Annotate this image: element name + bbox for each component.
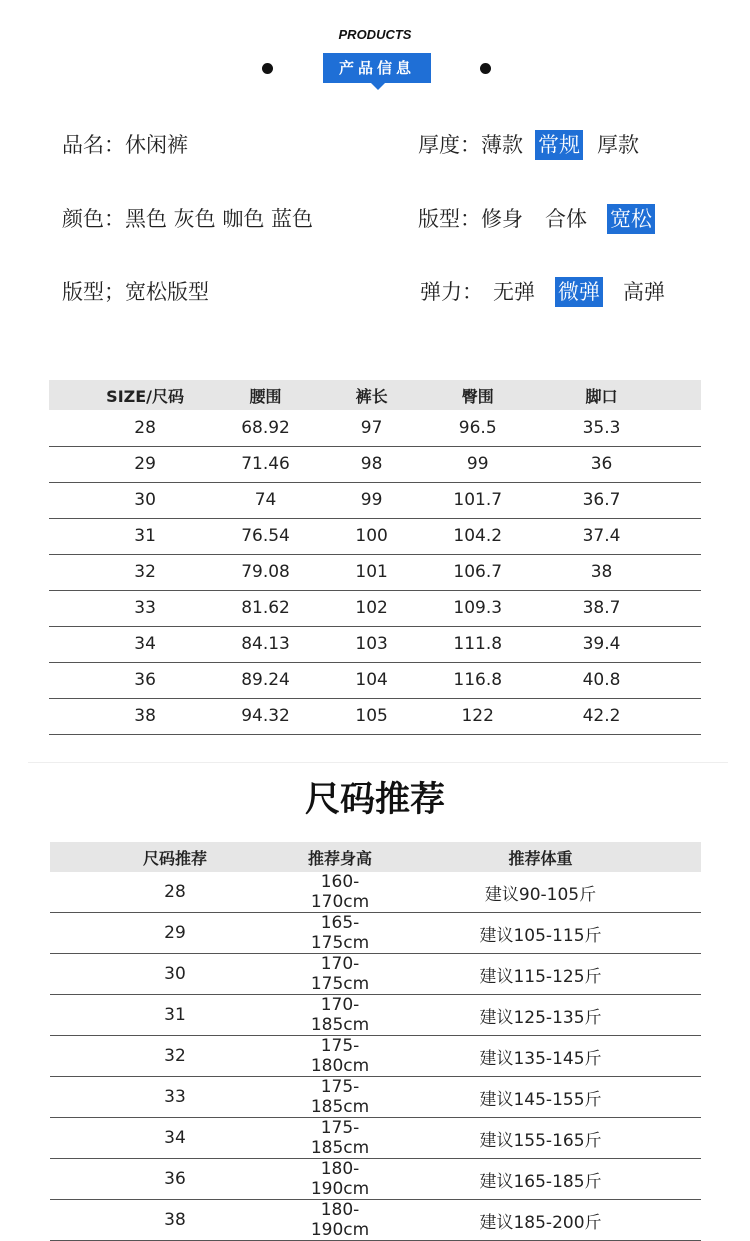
table-cell: 122: [453, 698, 502, 734]
attr-label: 版型；: [62, 280, 125, 304]
table-header-cell: 腰围: [241, 380, 290, 410]
table-cell: 101.7: [453, 482, 502, 518]
attr-label: 品名：: [62, 133, 125, 157]
attr-value: 宽松版型: [125, 280, 209, 304]
option-thick: 厚款: [597, 133, 639, 157]
table-cell: 29: [50, 913, 300, 954]
table-cell: 109.3: [453, 590, 502, 626]
attr-value: 黑色 灰色 咖色 蓝色: [125, 207, 314, 231]
section-subtitle-en: PRODUCTS: [338, 27, 412, 42]
attr-thickness: [418, 130, 639, 160]
size-table: [49, 380, 701, 735]
table-cell: 74: [241, 482, 290, 518]
table-cell: 101: [290, 554, 454, 590]
table-row: [49, 590, 701, 626]
attr-fit: [62, 277, 209, 307]
attr-label: 厚度：: [418, 133, 481, 157]
table-row: [49, 410, 701, 446]
table-cell: 81.62: [241, 590, 290, 626]
attr-value: 休闲裤: [125, 133, 188, 157]
attr-elasticity: [420, 277, 665, 307]
option-no-stretch: 无弹: [493, 280, 535, 304]
table-cell: 165-175cm: [300, 913, 380, 954]
badge-pointer: [371, 83, 385, 90]
table-row: [49, 446, 701, 482]
table-row: [50, 1077, 701, 1118]
table-cell: 76.54: [241, 518, 290, 554]
recommend-table: [50, 842, 701, 1241]
table-cell: 36: [502, 446, 701, 482]
option-slim: 修身: [481, 207, 523, 231]
attr-label: 弹力：: [420, 280, 483, 304]
table-cell: 建议105-115斤: [380, 913, 701, 954]
table-row: [50, 1036, 701, 1077]
table-cell: 38: [502, 554, 701, 590]
table-cell: 175-185cm: [300, 1118, 380, 1159]
option-fitted: 合体: [545, 207, 587, 231]
table-cell: 102: [290, 590, 454, 626]
table-header-cell: 尺码推荐: [50, 842, 300, 872]
table-cell: 38.7: [502, 590, 701, 626]
table-cell: 40.8: [502, 662, 701, 698]
table-cell: 34: [49, 626, 241, 662]
table-cell: 89.24: [241, 662, 290, 698]
attr-color: [62, 204, 313, 234]
table-cell: 38: [49, 698, 241, 734]
table-header-cell: 脚口: [502, 380, 701, 410]
table-cell: 31: [49, 518, 241, 554]
table-row: [49, 626, 701, 662]
table-cell: 104.2: [453, 518, 502, 554]
table-header-cell: 推荐体重: [380, 842, 701, 872]
option-slight-stretch-selected: 微弹: [555, 277, 603, 307]
table-cell: 28: [50, 872, 300, 913]
table-cell: 97: [290, 410, 454, 446]
table-cell: 100: [290, 518, 454, 554]
table-cell: 33: [49, 590, 241, 626]
table-cell: 33: [50, 1077, 300, 1118]
option-loose-selected: 宽松: [607, 204, 655, 234]
bullet-dot-left: [262, 63, 273, 74]
table-row: [50, 954, 701, 995]
table-cell: 111.8: [453, 626, 502, 662]
table-cell: 71.46: [241, 446, 290, 482]
table-cell: 建议125-135斤: [380, 995, 701, 1036]
table-cell: 106.7: [453, 554, 502, 590]
attr-product-name: [62, 130, 188, 160]
table-cell: 98: [290, 446, 454, 482]
table-cell: 35.3: [502, 410, 701, 446]
attr-style: [418, 204, 655, 234]
table-cell: 104: [290, 662, 454, 698]
option-high-stretch: 高弹: [623, 280, 665, 304]
table-cell: 30: [50, 954, 300, 995]
table-cell: 170-175cm: [300, 954, 380, 995]
table-cell: 96.5: [453, 410, 502, 446]
table-row: [49, 698, 701, 734]
table-row: [49, 662, 701, 698]
table-cell: 160-170cm: [300, 872, 380, 913]
table-header-row: [49, 380, 701, 410]
table-cell: 42.2: [502, 698, 701, 734]
section-title-badge: 产品信息: [323, 53, 431, 83]
table-cell: 105: [290, 698, 454, 734]
table-cell: 99: [290, 482, 454, 518]
table-cell: 68.92: [241, 410, 290, 446]
option-thin: 薄款: [481, 133, 523, 157]
table-header-cell: 裤长: [290, 380, 454, 410]
table-header-row: [50, 842, 701, 872]
table-header-cell: 推荐身高: [300, 842, 380, 872]
table-cell: 99: [453, 446, 502, 482]
table-cell: 180-190cm: [300, 1159, 380, 1200]
table-cell: 79.08: [241, 554, 290, 590]
table-cell: 建议145-155斤: [380, 1077, 701, 1118]
table-row: [50, 995, 701, 1036]
table-cell: 38: [50, 1200, 300, 1241]
table-cell: 180-190cm: [300, 1200, 380, 1241]
table-cell: 34: [50, 1118, 300, 1159]
table-cell: 30: [49, 482, 241, 518]
table-cell: 36: [50, 1159, 300, 1200]
table-cell: 32: [50, 1036, 300, 1077]
table-cell: 建议115-125斤: [380, 954, 701, 995]
table-row: [49, 554, 701, 590]
option-regular-selected: 常规: [535, 130, 583, 160]
table-cell: 36.7: [502, 482, 701, 518]
table-cell: 103: [290, 626, 454, 662]
table-cell: 175-180cm: [300, 1036, 380, 1077]
table-cell: 37.4: [502, 518, 701, 554]
table-cell: 116.8: [453, 662, 502, 698]
table-cell: 36: [49, 662, 241, 698]
table-row: [50, 913, 701, 954]
attr-label: 颜色：: [62, 207, 125, 231]
table-cell: 29: [49, 446, 241, 482]
table-row: [49, 482, 701, 518]
table-cell: 建议135-145斤: [380, 1036, 701, 1077]
table-row: [50, 1159, 701, 1200]
table-row: [50, 1118, 701, 1159]
table-cell: 170-185cm: [300, 995, 380, 1036]
table-cell: 建议90-105斤: [380, 872, 701, 913]
table-header-cell: 臀围: [453, 380, 502, 410]
table-cell: 建议165-185斤: [380, 1159, 701, 1200]
table-cell: 84.13: [241, 626, 290, 662]
table-cell: 建议155-165斤: [380, 1118, 701, 1159]
bullet-dot-right: [480, 63, 491, 74]
table-cell: 28: [49, 410, 241, 446]
table-cell: 32: [49, 554, 241, 590]
table-cell: 94.32: [241, 698, 290, 734]
table-cell: 31: [50, 995, 300, 1036]
table-cell: 建议185-200斤: [380, 1200, 701, 1241]
table-cell: 39.4: [502, 626, 701, 662]
table-row: [49, 518, 701, 554]
table-cell: 175-185cm: [300, 1077, 380, 1118]
attr-label: 版型：: [418, 207, 481, 231]
section-divider: [28, 762, 728, 763]
table-row: [50, 872, 701, 913]
table-row: [50, 1200, 701, 1241]
table-header-cell: SIZE/尺码: [49, 380, 241, 410]
recommend-title: 尺码推荐: [304, 780, 445, 820]
